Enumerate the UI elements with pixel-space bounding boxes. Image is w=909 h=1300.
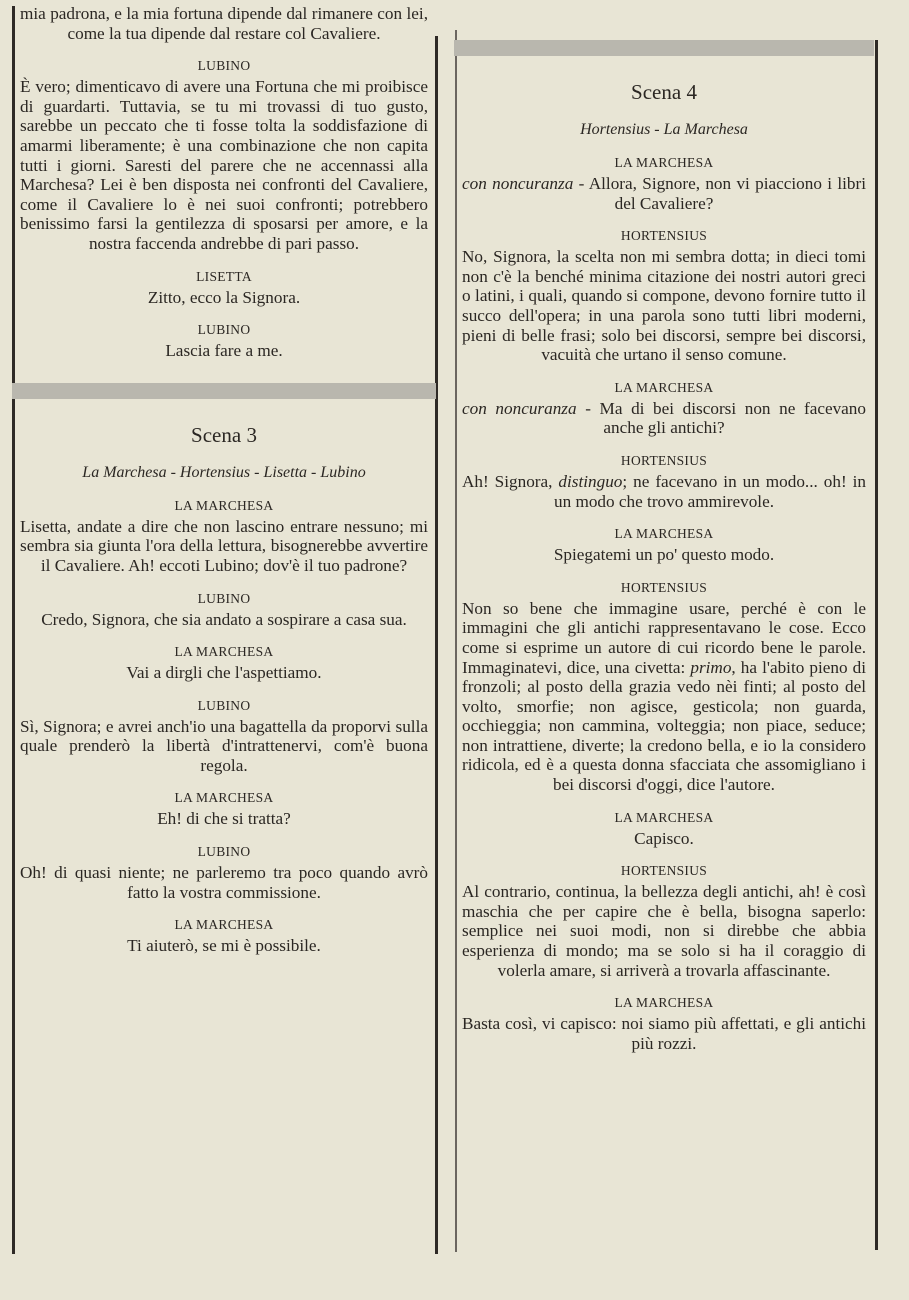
stage-direction: con noncuranza <box>462 398 577 418</box>
right-column <box>462 40 866 1053</box>
dialogue-text <box>20 288 428 308</box>
dialogue-text <box>20 863 428 902</box>
dialogue-text <box>20 341 428 361</box>
dialogue-segment: Basta così, vi capisco: noi siamo più affettati, e gli antichi più rozzi. <box>462 1014 866 1053</box>
speaker-name: LA MARCHESA <box>614 995 714 1011</box>
speaker-name: HORTENSIUS <box>620 228 708 244</box>
dialogue-segment: Credo, Signora, che sia andato a sospirare a casa sua. <box>41 609 407 629</box>
dialogue-text <box>20 663 428 683</box>
dialogue-text <box>20 4 428 43</box>
dialogue-text <box>462 399 866 438</box>
dialogue-segment: - Allora, Signore, non vi piacciono i libri del Cavaliere? <box>573 174 867 213</box>
speaker-name: LISETTA <box>196 268 252 284</box>
speaker-name: LA MARCHESA <box>614 155 714 170</box>
dialogue-text <box>20 77 428 253</box>
dialogue-segment: No, Signora, la scelta non mi sembra dotta; in dieci tomi non c'è la benché minima citazione dei nostri autori greci o latini, i quali, quando si compone, devono fornire tutto il succo dell'opera; in una parola sono tutti libri moderni, pieni di belle frasi; solo bei discorsi, sempre bei discorsi, vacuità che urtano il senso comune. <box>462 247 866 365</box>
left-column-border-left <box>12 6 15 1254</box>
right-column-border-right <box>875 40 878 1250</box>
dialogue-text <box>462 247 866 365</box>
dialogue-segment: ; ne facevano in un modo... oh! in un modo che trovo ammirevole. <box>553 471 866 511</box>
stage-direction: primo <box>690 657 732 677</box>
dialogue-text <box>20 517 428 576</box>
speaker-name: LA MARCHESA <box>174 790 274 806</box>
speaker-name: LA MARCHESA <box>174 497 274 513</box>
speaker-name: HORTENSIUS <box>620 452 708 468</box>
speaker-name: LUBINO <box>197 322 251 338</box>
dialogue-segment: È vero; dimenticavo di avere una Fortuna che mi proibisce di guardarti. Tuttavia, se tu mi trovassi di tuo gusto, sarebbe un peccato che ti fosse tolta la soddisfazione di amarmi liberamente; è una combinazione che non capita tutti i giorni. Saresti del parere che ne accennassi alla Marchesa? Lei è ben disposta nei confronti del Cavaliere, come il Cavaliere lo è nei suoi confronti; potrebbero benissimo farsi la gentilezza di sposarsi per amore, e la nostra faccenda andrebbe di pari passo. <box>20 77 428 253</box>
dialogue-text <box>462 472 866 511</box>
dialogue-segment: Ti aiuterò, se mi è possibile. <box>127 936 321 956</box>
speaker-name: LA MARCHESA <box>614 809 714 825</box>
dialogue-segment: Zitto, ecco la Signora. <box>147 287 301 307</box>
dialogue-text <box>462 545 866 565</box>
dialogue-segment: , ha l'abito pieno di fronzoli; al posto della grazia vedo nèi finti; al posto del volto, smorfie; non agisce, gesticola; non guarda, occhieggia; non cammina, volteggia; non piace, seduce; non intrattiene, diverte; la credono bella, e io la considero ridicola, ed è a questa donna sfacciata che assomigliano i bei discorsi d'oggi, dice l'autore. <box>462 657 866 795</box>
dialogue-text <box>462 599 866 795</box>
dialogue-segment: Spiegatemi un po' questo modo. <box>553 545 775 565</box>
dialogue-text <box>462 829 866 849</box>
dialogue-text <box>20 610 428 630</box>
speaker-name: LA MARCHESA <box>614 379 714 395</box>
right-column-border-left <box>455 30 457 1252</box>
dialogue-segment: mia padrona, e la mia fortuna dipende dal rimanere con lei, come la tua dipende dal restare col Cavaliere. <box>20 4 428 43</box>
speaker-name: LUBINO <box>197 590 251 606</box>
scene-cast: La Marchesa - Hortensius - Lisetta - Lubino <box>82 463 366 481</box>
dialogue-segment: Capisco. <box>634 828 694 848</box>
dialogue-text <box>20 717 428 776</box>
speaker-name: HORTENSIUS <box>620 863 708 879</box>
speaker-name: HORTENSIUS <box>620 579 708 595</box>
dialogue-segment: Eh! di che si tratta? <box>157 809 291 829</box>
dialogue-text <box>462 174 866 213</box>
scene-divider-bar <box>12 383 436 399</box>
speaker-name: LA MARCHESA <box>174 644 274 660</box>
dialogue-segment: Vai a dirgli che l'aspettiamo. <box>126 663 322 683</box>
speaker-name: LA MARCHESA <box>614 526 714 542</box>
dialogue-text <box>462 882 866 980</box>
scene-title: Scena 4 <box>631 80 697 104</box>
dialogue-segment: Lascia fare a me. <box>165 341 283 361</box>
speaker-name: LA MARCHESA <box>174 917 274 933</box>
dialogue-segment: Ah! Signora, <box>462 471 559 491</box>
speaker-name: LUBINO <box>197 58 251 74</box>
dialogue-segment: Lisetta, andate a dire che non lascino entrare nessuno; mi sembra sia giunta l'ora della lettura, bisognerebbe avvertire il Cavaliere. Ah! eccoti Lubino; dov'è il tuo padrone? <box>20 516 428 575</box>
stage-direction: con noncuranza <box>462 174 574 193</box>
speaker-name: LUBINO <box>197 697 251 713</box>
dialogue-text <box>20 809 428 829</box>
speaker-name: LUBINO <box>197 844 251 860</box>
scene-title: Scena 3 <box>191 422 257 447</box>
dialogue-text <box>462 1014 866 1053</box>
left-column-border-right <box>435 36 438 1254</box>
dialogue-segment: Oh! di quasi niente; ne parleremo tra poco quando avrò fatto la vostra commissione. <box>20 863 428 902</box>
scene-cast: Hortensius - La Marchesa <box>580 121 748 138</box>
dialogue-segment: - Ma di bei discorsi non ne facevano anche gli antichi? <box>576 398 866 438</box>
dialogue-text <box>20 936 428 956</box>
dialogue-segment: Al contrario, continua, la bellezza degli antichi, ah! è così maschia che per capire che è bella, bisogna saperlo: semplice nei suoi modi, non si direbbe che abbia esperienza di mondo; ma se solo si ha il coraggio di volerla amare, si arriverà a trovarla affascinante. <box>462 882 866 980</box>
dialogue-segment: Sì, Signora; e avrei anch'io una bagattella da proporvi sulla quale prenderò la libertà d'intrattenervi, com'è buona regola. <box>20 716 428 775</box>
scene-divider-bar <box>454 40 874 56</box>
left-column <box>20 4 428 956</box>
dialogue-segment: Non so bene che immagine usare, perché è con le immagini che gli antichi rappresentavano le cose. Ecco come si esprime un autore di cui ricordo bene le parole. Immaginatevi, dice, una civetta: <box>462 598 866 677</box>
stage-direction: distinguo <box>558 471 623 491</box>
